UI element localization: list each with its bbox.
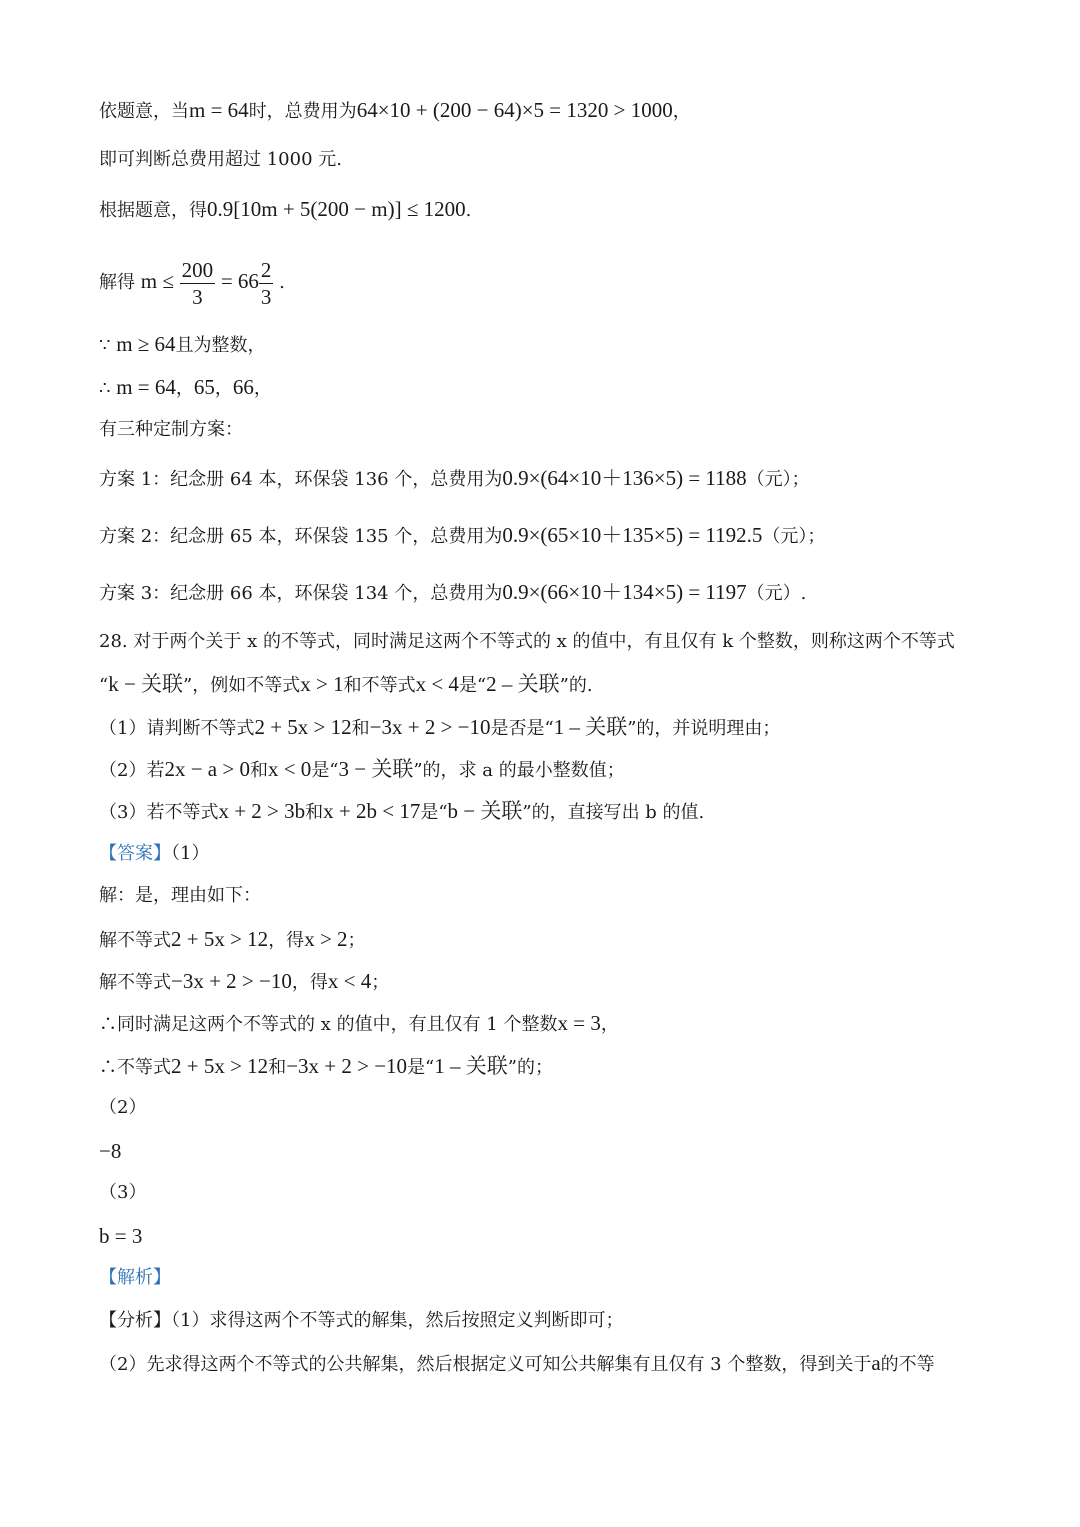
text-run: ，得 <box>291 972 328 993</box>
text-run: （元）. <box>746 583 807 604</box>
text-run: “ <box>99 675 109 696</box>
math-expr: 1 – 关联 <box>553 715 628 739</box>
text-line <box>99 967 1040 997</box>
math-expr: −8 <box>99 1139 122 1163</box>
text-run: ， <box>253 378 272 399</box>
math-expr: 2x − a > 0 <box>164 757 250 781</box>
text-run: 的不等 <box>880 1354 935 1375</box>
fraction <box>259 257 274 310</box>
text-run: ∴同时满足这两个不等式的 x 的值中，有且仅有 1 个整数 <box>99 1014 558 1035</box>
fraction-denominator: 3 <box>192 284 203 309</box>
math-expr: 0.9×(64×10＋136×5) = 1188 <box>502 466 747 490</box>
text-run: ∵ <box>99 335 117 356</box>
text-line <box>99 755 1040 785</box>
text-run: 和 <box>351 718 370 739</box>
text-run: ， <box>175 378 194 399</box>
text-run: 解不等式 <box>99 930 171 951</box>
text-line <box>99 797 1040 827</box>
math-expr: b = 3 <box>99 1224 143 1248</box>
text-line <box>99 840 1040 868</box>
text-run: ， <box>600 1014 619 1035</box>
text-run: 解不等式 <box>99 972 171 993</box>
text-line <box>99 330 1040 360</box>
math-expr: −3x + 2 > −10 <box>286 1054 408 1078</box>
text-line <box>99 1264 1040 1292</box>
text-run: ”的，求 a 的最小整数值； <box>413 760 625 781</box>
text-run: 是“ <box>420 802 448 823</box>
text-line <box>99 1307 1040 1335</box>
text-run: （3）若不等式 <box>99 802 219 823</box>
text-line <box>99 1179 1040 1207</box>
text-run: 和 <box>268 1057 287 1078</box>
text-run: ”的，直接写出 b 的值. <box>522 802 705 823</box>
text-run: （元）； <box>746 469 810 490</box>
math-expr: m ≤ <box>140 269 174 293</box>
text-run: ； <box>347 930 366 951</box>
math-expr: −3x + 2 > −10 <box>369 715 491 739</box>
math-expr: 0.9×(66×10＋134×5) = 1197 <box>502 580 747 604</box>
text-run: 是否是“ <box>490 718 554 739</box>
text-run: ”的. <box>559 675 593 696</box>
text-line <box>99 1094 1040 1122</box>
text-run: 和 <box>249 760 268 781</box>
text-run: 解：是，理由如下： <box>99 885 261 906</box>
text-run: （元）； <box>762 526 826 547</box>
text-run: 方案 1：纪念册 64 本，环保袋 136 个，总费用为 <box>99 469 503 490</box>
math-expr: m ≥ 64 <box>116 332 176 356</box>
text-run: （2）先求得这两个不等式的公共解集，然后根据定义可知公共解集有且仅有 3 个整数，得到关于 <box>99 1354 872 1375</box>
text-run: （2）若 <box>99 760 165 781</box>
text-line <box>99 882 1040 910</box>
math-expr: x + 2 > 3b <box>218 799 306 823</box>
text-line <box>99 670 1040 700</box>
text-line <box>99 925 1040 955</box>
text-run: 方案 2：纪念册 65 本，环保袋 135 个，总费用为 <box>99 526 503 547</box>
text-run: 【分析】（1）求得这两个不等式的解集，然后按照定义判断即可； <box>99 1310 624 1331</box>
text-run: 即可判断总费用超过 1000 元. <box>99 149 342 170</box>
fraction <box>180 257 216 310</box>
fraction-numerator: 2 <box>260 257 272 282</box>
math-expr: 0.9[10m + 5(200 − m)] ≤ 1200 <box>207 197 466 221</box>
text-line <box>99 146 1040 174</box>
math-expr: 3 − 关联 <box>338 757 414 781</box>
math-expr: k − 关联 <box>108 672 184 696</box>
math-expr: = 66 <box>220 269 259 293</box>
text-line <box>99 96 1040 126</box>
math-expr: 64×10 + (200 − 64)×5 = 1320 > 1000 <box>356 98 673 122</box>
text-run: ∴不等式 <box>99 1057 171 1078</box>
text-run: ； <box>371 972 390 993</box>
text-line <box>99 1222 1040 1252</box>
text-run: 依题意，当 <box>99 101 189 122</box>
text-line <box>99 578 1040 608</box>
math-expr: 66 <box>232 375 254 399</box>
text-line <box>99 1137 1040 1167</box>
answer-tag: 【答案】 <box>99 843 171 864</box>
text-run: . <box>465 200 472 221</box>
text-run: 和不等式 <box>343 675 416 696</box>
text-run: 时，总费用为 <box>248 101 357 122</box>
math-expr: x < 4 <box>327 969 372 993</box>
math-expr: m = 64 <box>116 375 176 399</box>
text-line <box>99 416 1040 444</box>
text-line <box>99 464 1040 494</box>
math-expr: x = 3 <box>557 1011 601 1035</box>
math-expr: x < 0 <box>267 757 312 781</box>
text-run: （1） <box>171 843 210 864</box>
math-expr: x > 2 <box>304 927 348 951</box>
text-run: 是“ <box>311 760 339 781</box>
text-run: （2） <box>99 1097 147 1118</box>
text-line <box>99 1009 1040 1039</box>
math-expr: 1 – 关联 <box>434 1054 508 1078</box>
math-expr: 65 <box>193 375 215 399</box>
math-expr: b − 关联 <box>447 799 523 823</box>
fraction-numerator: 200 <box>181 257 214 282</box>
text-line <box>99 1349 1040 1379</box>
math-expr: x + 2b < 17 <box>323 799 421 823</box>
text-run: ， <box>214 378 233 399</box>
text-line <box>99 628 1040 656</box>
math-expr: m = 64 <box>189 98 249 122</box>
math-expr: x > 1 <box>300 672 344 696</box>
text-run: 解得 <box>99 272 135 293</box>
text-run: ”的，并说明理由； <box>627 718 781 739</box>
text-line <box>99 195 1040 225</box>
math-expr: 2 – 关联 <box>486 672 560 696</box>
text-run: 和 <box>305 802 324 823</box>
text-run: （1）请判断不等式 <box>99 718 255 739</box>
text-run: 根据题意，得 <box>99 200 207 221</box>
text-run: 有三种定制方案： <box>99 419 243 440</box>
text-run: ， <box>672 101 691 122</box>
math-expr: 0.9×(65×10＋135×5) = 1192.5 <box>502 523 763 547</box>
math-expr: 2 + 5x > 12 <box>254 715 352 739</box>
math-expr: a <box>871 1351 881 1375</box>
text-run: 方案 3：纪念册 66 本，环保袋 134 个，总费用为 <box>99 583 503 604</box>
math-expr: 2 + 5x > 12 <box>171 927 269 951</box>
text-run: ，得 <box>268 930 305 951</box>
text-run: ”的； <box>507 1057 553 1078</box>
text-run: （3） <box>99 1182 147 1203</box>
analysis-tag: 【解析】 <box>99 1267 171 1288</box>
text-run: 是“ <box>458 675 487 696</box>
text-line <box>99 713 1040 743</box>
math-expr: 2 + 5x > 12 <box>171 1054 269 1078</box>
text-run: 是“ <box>407 1057 435 1078</box>
text-line <box>99 1052 1040 1082</box>
text-line <box>99 253 1040 311</box>
math-expr: −3x + 2 > −10 <box>171 969 292 993</box>
fraction-denominator: 3 <box>260 284 272 309</box>
text-run: 且为整数， <box>175 335 266 356</box>
text-line <box>99 521 1040 551</box>
math-expr: x < 4 <box>415 672 459 696</box>
text-run: . <box>279 272 285 293</box>
text-line <box>99 373 1040 403</box>
text-run: ”，例如不等式 <box>183 675 301 696</box>
text-run: 28. 对于两个关于 x 的不等式，同时满足这两个不等式的 x 的值中，有且仅有 k 个整数，则称这两个不等式 <box>99 631 955 652</box>
text-run: ∴ <box>99 378 117 399</box>
